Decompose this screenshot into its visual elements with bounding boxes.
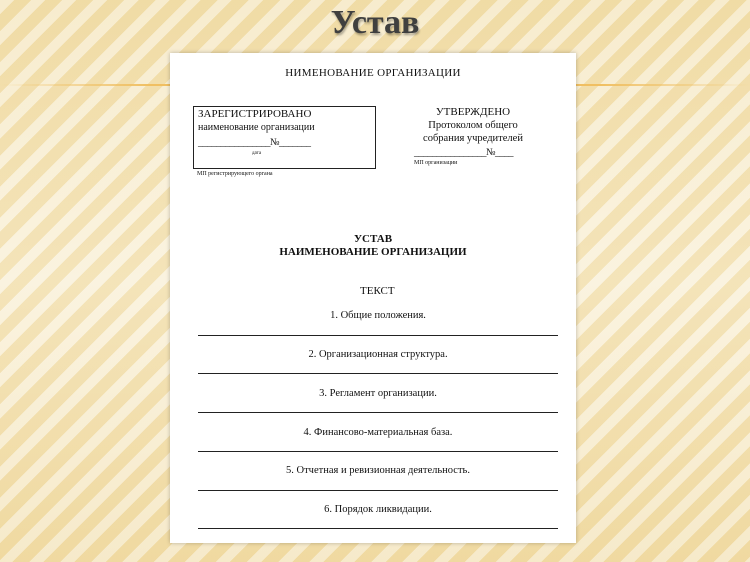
section-label: 1. Общие положения.: [330, 310, 426, 321]
registered-org-name: наименование организации: [198, 122, 315, 133]
section-label: 2. Организационная структура.: [308, 349, 448, 360]
registered-number-line: ________________№_______: [198, 137, 311, 148]
approved-number-line: ________________№____: [414, 147, 514, 158]
section-rule: [198, 412, 558, 413]
document-title: УСТАВ: [353, 233, 393, 245]
section-rule: [198, 373, 558, 374]
approved-line-2: собрания учредителей: [423, 133, 523, 144]
charter-document: [170, 53, 576, 543]
approved-title: УТВЕРЖДЕНО: [435, 106, 511, 118]
registered-date-caption: дата: [252, 151, 262, 156]
registered-box: [193, 106, 376, 169]
section-rule: [198, 335, 558, 336]
registered-stamp-caption: МП регистрирующего органа: [197, 171, 273, 177]
section-label: 3. Регламент организации.: [319, 388, 437, 399]
section-rule: [198, 490, 558, 491]
registered-title: ЗАРЕГИСТРИРОВАНО: [198, 108, 312, 120]
section-rule: [198, 528, 558, 529]
section-label: 5. Отчетная и ревизионная деятельность.: [286, 465, 470, 476]
org-header: НИМЕНОВАНИЕ ОРГАНИЗАЦИИ: [285, 67, 461, 79]
slide-title: Устав: [330, 4, 420, 41]
document-org-title: НАИМЕНОВАНИЕ ОРГАНИЗАЦИИ: [279, 246, 467, 258]
approved-stamp-caption: МП организации: [414, 160, 458, 166]
section-label: 4. Финансово-материальная база.: [303, 427, 453, 438]
section-rule: [198, 451, 558, 452]
section-label: 6. Порядок ликвидации.: [324, 504, 432, 515]
text-label: ТЕКСТ: [360, 285, 395, 297]
approved-line-1: Протоколом общего: [428, 120, 518, 131]
